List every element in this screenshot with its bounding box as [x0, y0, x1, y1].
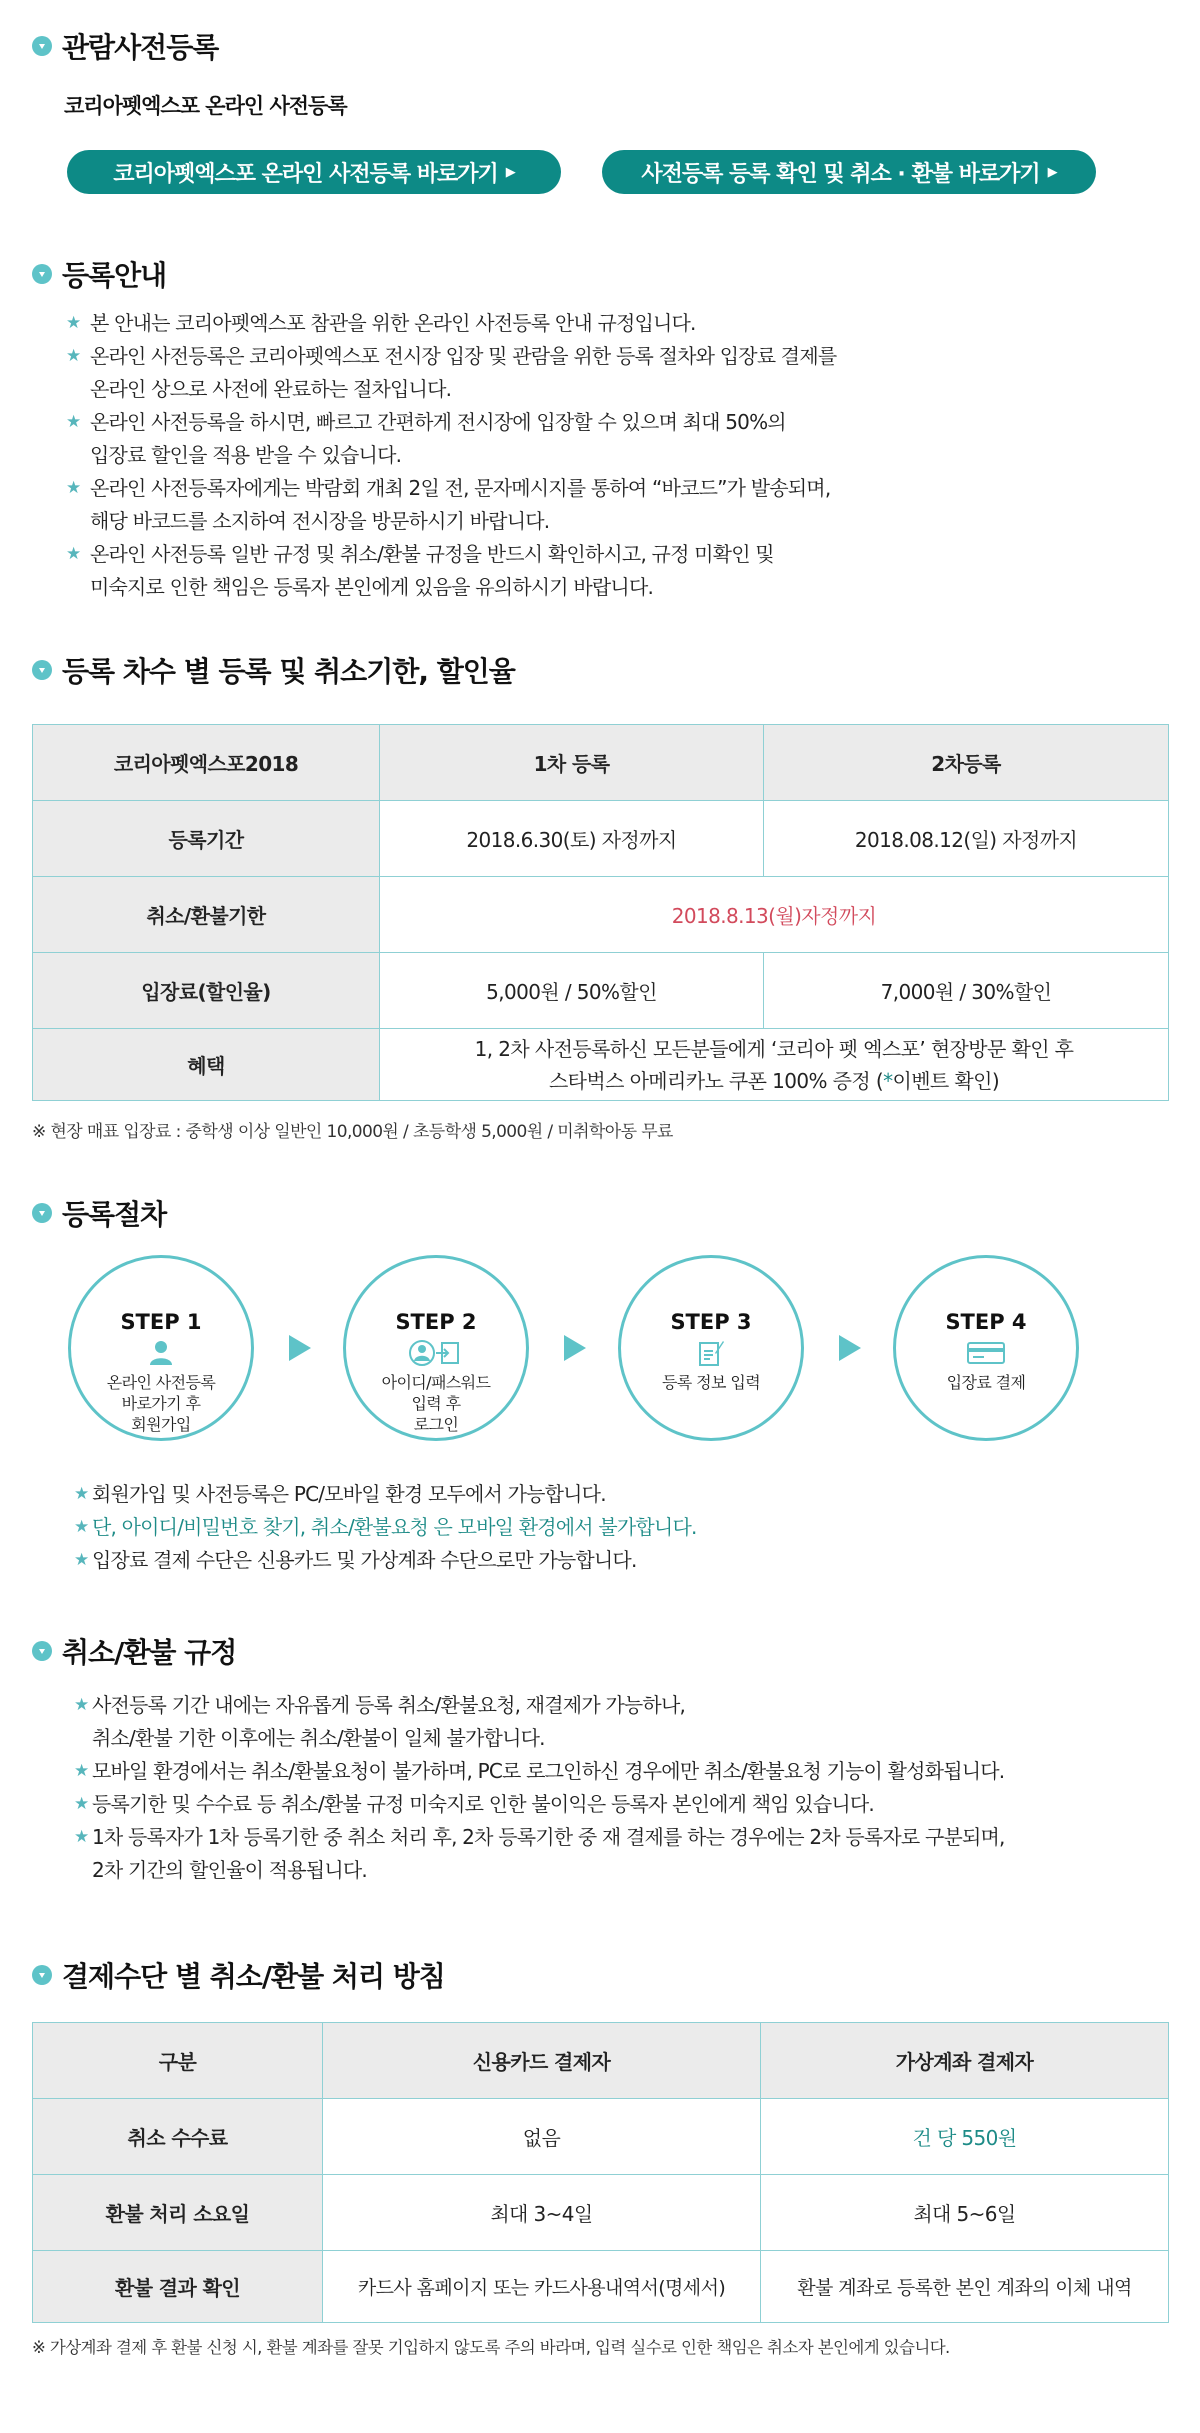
- arrow-right-icon: ▶: [505, 164, 515, 180]
- refund-note: ※ 가상계좌 결제 후 환불 신청 시, 환불 계좌를 잘못 기입하지 않도록 주의 바라며, 입력 실수로 인한 책임은 취소자 본인에게 있습니다.: [32, 2338, 950, 2357]
- table-row: 등록기간 2018.6.30(토) 자정까지 2018.08.12(일) 자정까지: [33, 801, 1169, 877]
- section-title-guide: 등록안내: [32, 254, 166, 294]
- star-icon: ★: [66, 412, 81, 432]
- star-icon: ★: [66, 544, 81, 564]
- star-icon: ★: [74, 1484, 89, 1504]
- table-row: 입장료(할인율) 5,000원 / 50%할인 7,000원 / 30%할인: [33, 953, 1169, 1029]
- table-header-row: 코리아펫엑스포2018 1차 등록 2차등록: [33, 725, 1169, 801]
- table-header-row: 구분 신용카드 결제자 가상계좌 결제자: [33, 2023, 1169, 2099]
- star-icon: ★: [66, 478, 81, 498]
- section-bullet-icon: [32, 1203, 52, 1223]
- section-bullet-icon: [32, 660, 52, 680]
- arrow-right-icon: [839, 1335, 861, 1361]
- list-item: ★ 온라인 사전등록은 코리아펫엑스포 전시장 입장 및 관람을 위한 등록 절차와 입장료 결제를 온라인 상으로 사전에 완료하는 절차입니다.: [66, 340, 836, 406]
- cancel-policy-list: [74, 1689, 1005, 1887]
- section-bullet-icon: [32, 264, 52, 284]
- list-item: ★ 온라인 사전등록을 하시면, 빠르고 간편하게 전시장에 입장할 수 있으며 최대 50%의 입장료 할인을 적용 받을 수 있습니다.: [66, 406, 836, 472]
- star-icon: ★: [66, 346, 81, 366]
- ticket-price-note: ※ 현장 매표 입장료 : 중학생 이상 일반인 10,000원 / 초등학생 5,000원 / 미취학아동 무료: [32, 1122, 673, 1142]
- section-title-deadlines: 등록 차수 별 등록 및 취소기한, 할인율: [32, 650, 515, 690]
- list-item: ★ 사전등록 기간 내에는 자유롭게 등록 취소/환불요청, 재결제가 가능하나, 취소/환불 기한 이후에는 취소/환불이 일체 불가합니다.: [74, 1689, 1005, 1755]
- star-icon: ★: [74, 1517, 89, 1537]
- list-item: ★ 등록기한 및 수수료 등 취소/환불 규정 미숙지로 인한 불이익은 등록자 본인에게 책임 있습니다.: [74, 1788, 1005, 1821]
- star-icon: ★: [74, 1794, 89, 1814]
- arrow-right-icon: [564, 1335, 586, 1361]
- section-title-cancel-policy: 취소/환불 규정: [32, 1631, 236, 1671]
- table-row: 혜택 1, 2차 사전등록하신 모든분들에게 ‘코리아 펫 엑스포’ 현장방문 확인 후 스타벅스 아메리카노 쿠폰 100% 증정 (*이벤트 확인): [33, 1029, 1169, 1101]
- list-item: ★ 본 안내는 코리아펫엑스포 참관을 위한 온라인 사전등록 안내 규정입니다.: [66, 307, 836, 340]
- table-row: 환불 결과 확인 카드사 홈페이지 또는 카드사용내역서(명세서) 환불 계좌로 등록한 본인 계좌의 이체 내역: [33, 2251, 1169, 2323]
- guide-list: [66, 307, 836, 604]
- list-item: ★ 온라인 사전등록자에게는 박람회 개최 2일 전, 문자메시지를 통하여 “바코드”가 발송되며, 해당 바코드를 소지하여 전시장을 방문하시기 바랍니다.: [66, 472, 836, 538]
- registration-table: [32, 724, 1169, 1101]
- list-item: ★ 1차 등록자가 1차 등록기한 중 취소 처리 후, 2차 등록기한 중 재 결제를 하는 경우에는 2차 등록자로 구분되며, 2차 기간의 할인율이 적용됩니다.: [74, 1821, 1005, 1887]
- login-icon: [406, 1338, 466, 1368]
- star-icon: ★: [74, 1761, 89, 1781]
- step-4: STEP 4 입장료 결제: [893, 1255, 1079, 1441]
- section-title-preregistration: 관람사전등록: [32, 26, 218, 66]
- section-bullet-icon: [32, 1965, 52, 1985]
- check-cancel-refund-link-button[interactable]: 사전등록 등록 확인 및 취소 · 환불 바로가기 ▶: [602, 150, 1096, 194]
- benefit-cell: 1, 2차 사전등록하신 모든분들에게 ‘코리아 펫 엑스포’ 현장방문 확인 후 스타벅스 아메리카노 쿠폰 100% 증정 (*이벤트 확인): [380, 1029, 1169, 1101]
- preregistration-link-button[interactable]: 코리아펫엑스포 온라인 사전등록 바로가기 ▶: [67, 150, 561, 194]
- subtitle: 코리아펫엑스포 온라인 사전등록: [64, 94, 347, 118]
- list-item: ★ 단, 아이디/비밀번호 찾기, 취소/환불요청 은 모바일 환경에서 불가합니다.: [74, 1511, 697, 1544]
- star-icon: ★: [66, 313, 81, 333]
- list-item: ★ 회원가입 및 사전등록은 PC/모바일 환경 모두에서 가능합니다.: [74, 1478, 697, 1511]
- list-item: ★ 입장료 결제 수단은 신용카드 및 가상계좌 수단으로만 가능합니다.: [74, 1544, 697, 1577]
- table-row: 취소/환불기한 2018.8.13(월)자정까지: [33, 877, 1169, 953]
- table-row: 취소 수수료 없음 건 당 550원: [33, 2099, 1169, 2175]
- star-icon: ★: [74, 1550, 89, 1570]
- section-bullet-icon: [32, 36, 52, 56]
- section-title-refund-by-payment: 결제수단 별 취소/환불 처리 방침: [32, 1955, 445, 1995]
- star-icon: ★: [74, 1827, 89, 1847]
- star-icon: ★: [74, 1695, 89, 1715]
- refund-table: [32, 2022, 1169, 2323]
- step-1: STEP 1 온라인 사전등록 바로가기 후 회원가입: [68, 1255, 254, 1441]
- list-item: ★ 모바일 환경에서는 취소/환불요청이 불가하며, PC로 로그인하신 경우에만 취소/환불요청 기능이 활성화됩니다.: [74, 1755, 1005, 1788]
- section-title-process: 등록절차: [32, 1193, 166, 1233]
- card-icon: [966, 1338, 1006, 1368]
- user-icon: [149, 1338, 173, 1368]
- process-notes: [74, 1478, 697, 1577]
- step-2: STEP 2 아이디/패스워드 입력 후 로그인: [343, 1255, 529, 1441]
- arrow-right-icon: [289, 1335, 311, 1361]
- list-item: ★ 온라인 사전등록 일반 규정 및 취소/환불 규정을 반드시 확인하시고, 규정 미확인 및 미숙지로 인한 책임은 등록자 본인에게 있음을 유의하시기 바랍니다.: [66, 538, 836, 604]
- arrow-right-icon: ▶: [1047, 164, 1057, 180]
- edit-form-icon: [697, 1338, 725, 1368]
- section-bullet-icon: [32, 1641, 52, 1661]
- step-3: STEP 3 등록 정보 입력: [618, 1255, 804, 1441]
- table-row: 환불 처리 소요일 최대 3~4일 최대 5~6일: [33, 2175, 1169, 2251]
